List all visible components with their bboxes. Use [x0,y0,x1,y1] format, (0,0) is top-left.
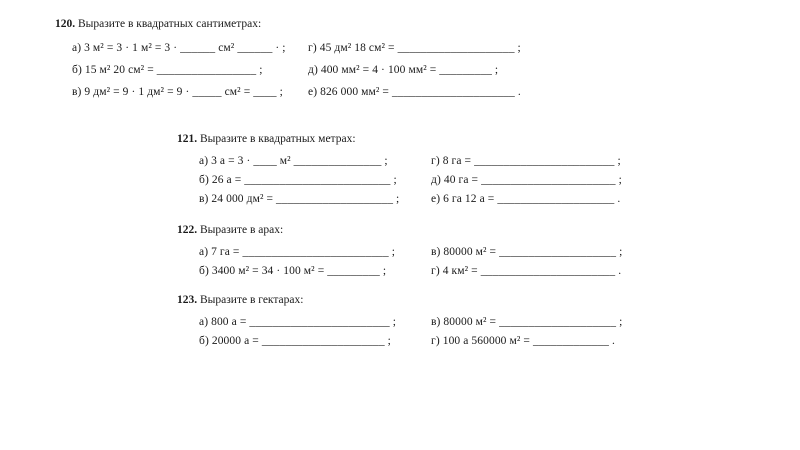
problem-123 [177,292,800,351]
exercise-item-b: б) 3400 м² = 34 · 100 м² = _________ ; [199,265,387,277]
problem-title: Выразите в арах: [200,224,284,236]
exercise-item-b: б) 15 м² 20 см² = _________________ ; [72,64,263,76]
exercise-item-g: г) 4 км² = _______________________ . [431,265,622,277]
problem-number: 122. [177,224,198,236]
exercise-item-d: д) 40 га = _______________________ ; [431,174,622,186]
exercise-item-b: б) 26 а = _________________________ ; [199,174,397,186]
exercise-rows [199,243,800,281]
exercise-item-v: в) 80000 м² = ____________________ ; [431,316,623,328]
exercise-item-v: в) 24 000 дм² = ____________________ ; [199,193,400,205]
exercise-item-g: г) 8 га = ________________________ ; [431,155,621,167]
exercise-item-b: б) 20000 а = _____________________ ; [199,335,391,347]
exercise-item-a: а) 800 а = ________________________ ; [199,316,397,328]
exercise-item-d: д) 400 мм² = 4 · 100 мм² = _________ ; [308,64,499,76]
exercise-item-a: а) 3 м² = 3 · 1 м² = 3 · ______ см² ______ · ; [72,42,286,54]
problem-title: Выразите в квадратных сантиметрах: [78,18,262,30]
exercise-item-a: а) 3 а = 3 · ____ м² _______________ ; [199,155,388,167]
problem-heading [177,292,800,308]
problem-number: 123. [177,294,198,306]
exercise-item-e: е) 6 га 12 а = ____________________ . [431,193,621,205]
exercise-item-g: г) 45 дм² 18 см² = ____________________ ; [308,42,521,54]
problem-122 [177,222,800,281]
exercise-item-a: а) 7 га = _________________________ ; [199,246,396,258]
exercise-rows [72,37,800,103]
problem-121 [177,131,800,209]
problem-title: Выразите в гектарах: [200,294,304,306]
exercise-item-v: в) 9 дм² = 9 · 1 дм² = 9 · _____ см² = ____ ; [72,86,283,98]
problem-title: Выразите в квадратных метрах: [200,133,356,145]
exercise-rows [199,313,800,351]
exercise-item-v: в) 80000 м² = ____________________ ; [431,246,623,258]
exercise-rows [199,152,800,209]
problem-heading [55,16,800,32]
problem-120 [55,16,800,103]
problem-number: 121. [177,133,198,145]
exercise-item-e: е) 826 000 мм² = _____________________ . [308,86,521,98]
problem-heading [177,222,800,238]
exercise-item-g: г) 100 а 560000 м² = _____________ . [431,335,615,347]
problem-heading [177,131,800,147]
problem-number: 120. [55,18,76,30]
